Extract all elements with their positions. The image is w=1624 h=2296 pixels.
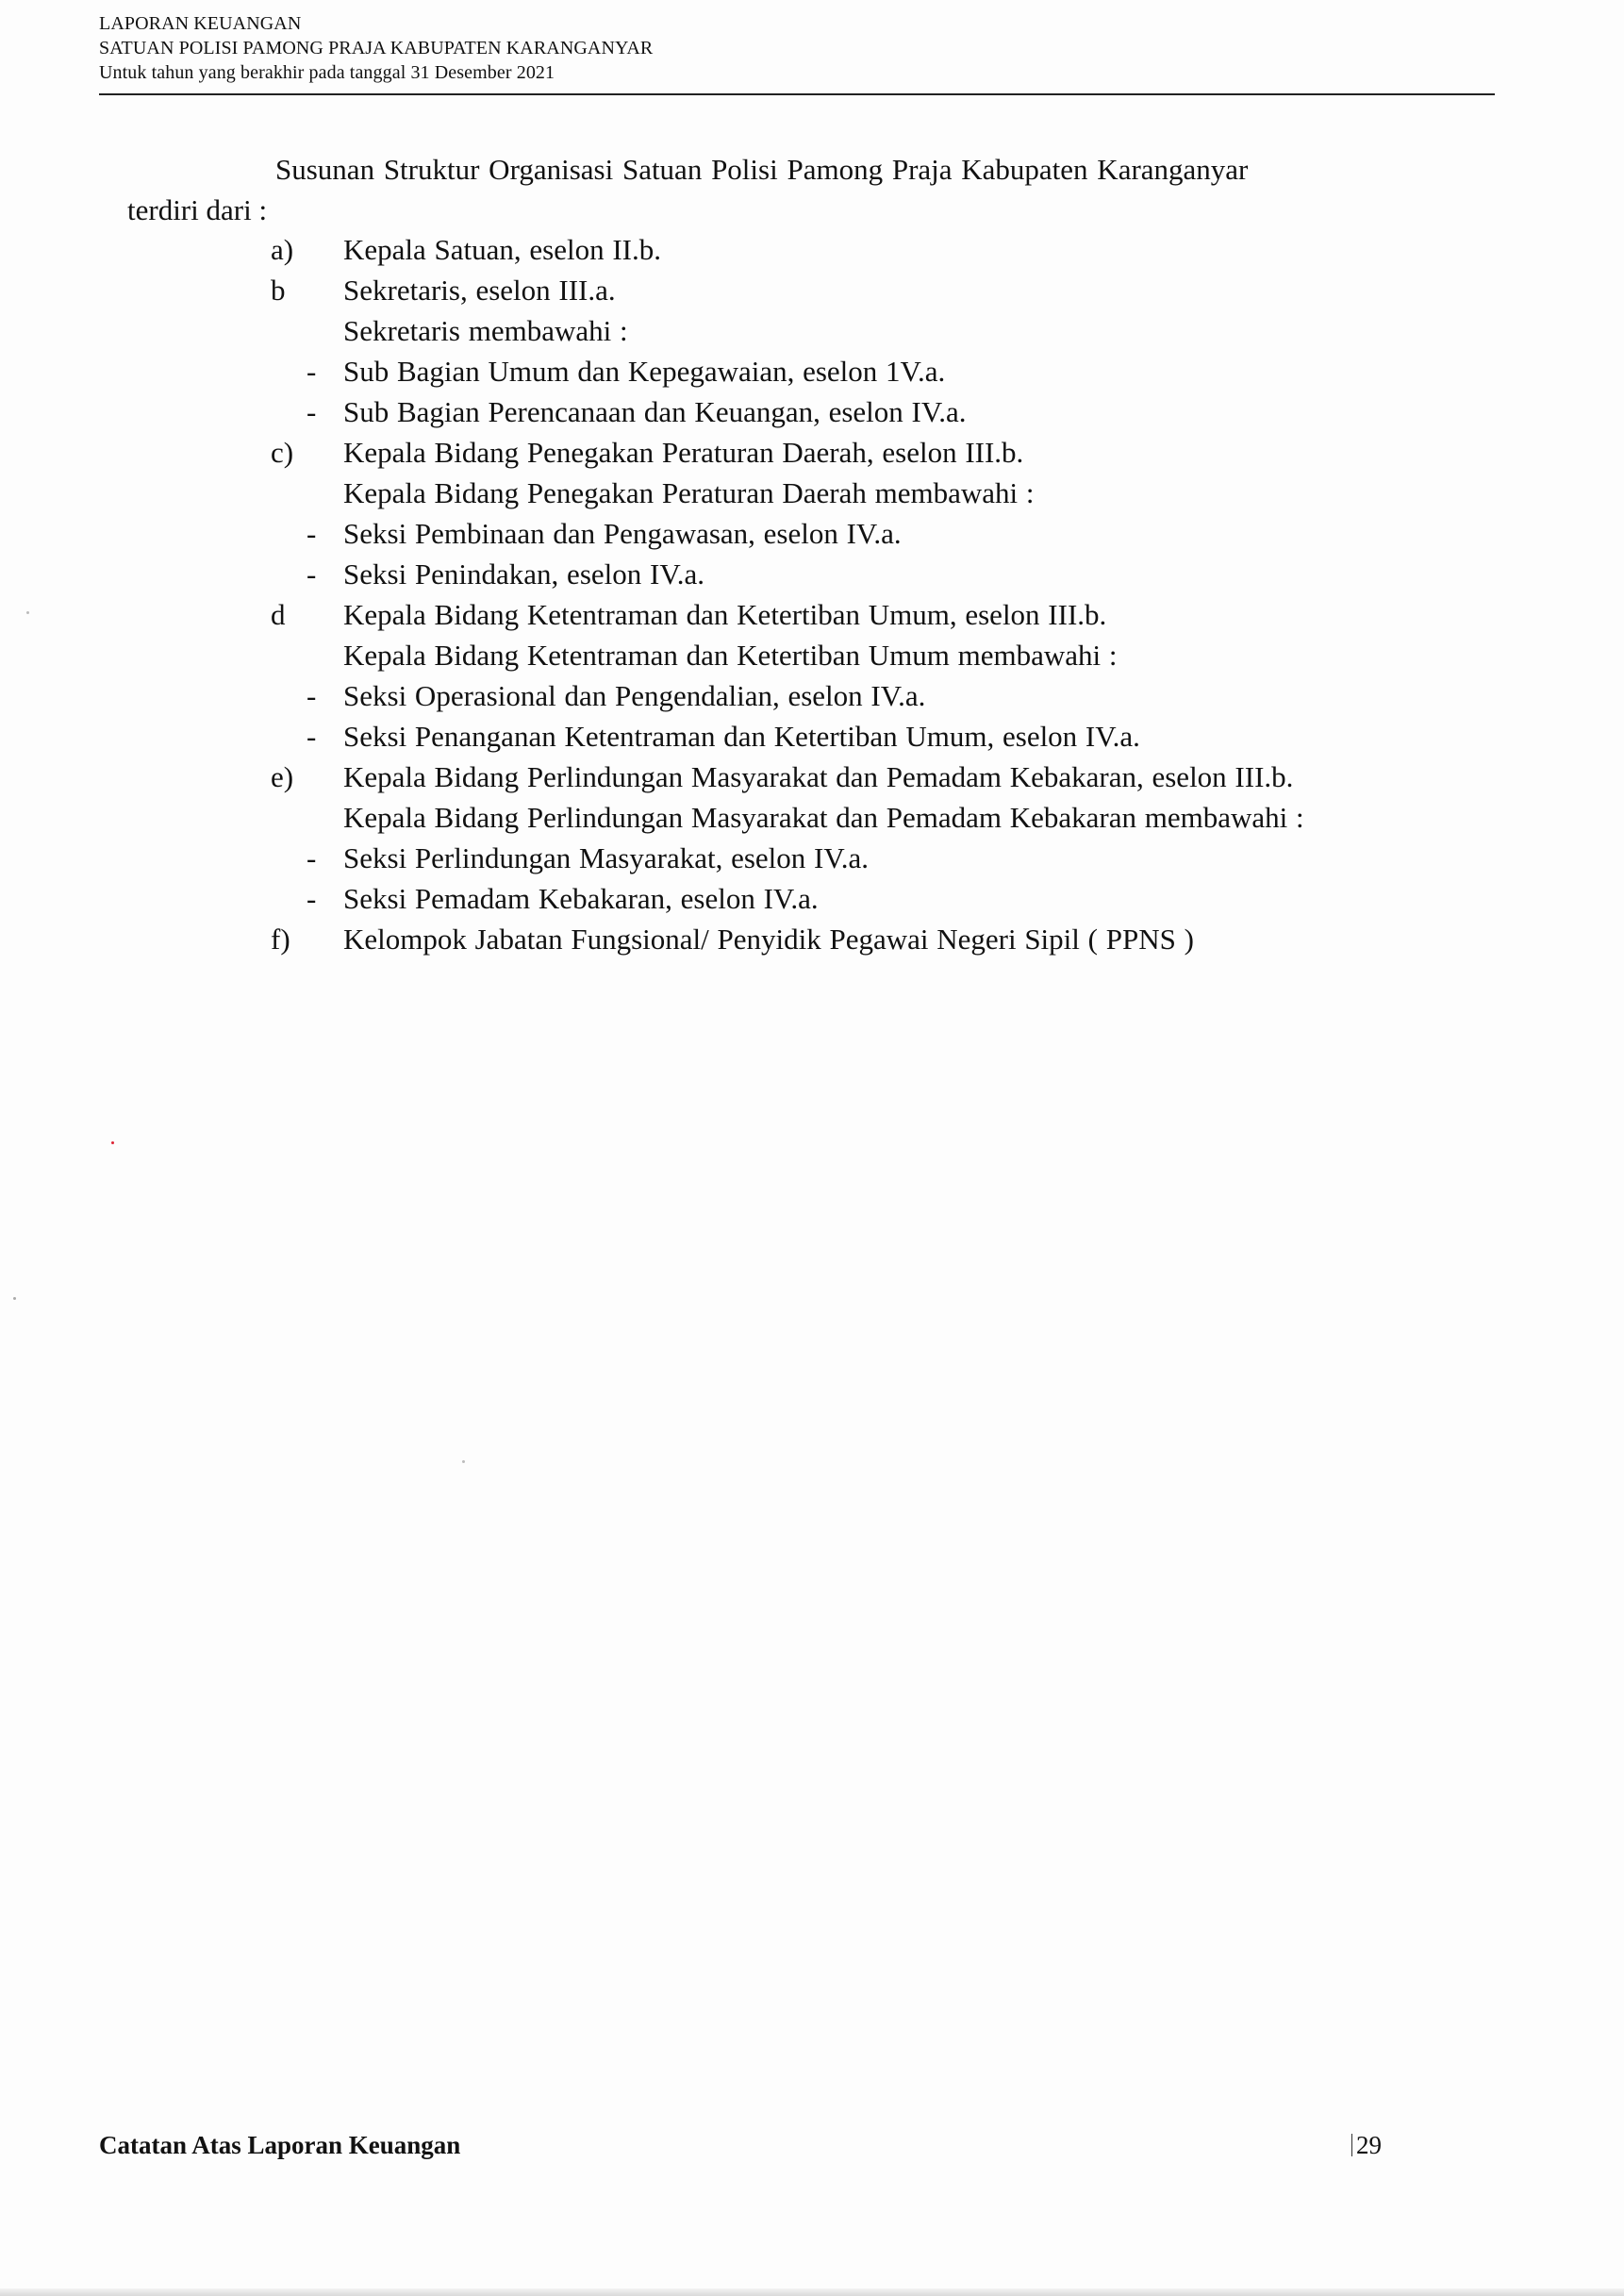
footer-title: Catatan Atas Laporan Keuangan (99, 2131, 461, 2159)
list-item-text: Kepala Bidang Penegakan Peraturan Daerah, eselon III.b. (343, 436, 1024, 469)
list-item (0, 757, 1624, 797)
list-marker: - (307, 395, 317, 428)
header-divider (99, 93, 1495, 95)
list-item-text: Seksi Pembinaan dan Pengawasan, eselon IV.a. (343, 517, 902, 550)
list-item (0, 473, 1624, 513)
list-item-text: Seksi Perlindungan Masyarakat, eselon IV.a. (343, 841, 870, 874)
header-agency-name: SATUAN POLISI PAMONG PRAJA KABUPATEN KARANGANYAR (99, 38, 654, 58)
scan-speck (13, 1297, 16, 1300)
intro-line-1: Susunan Struktur Organisasi Satuan Polisi Pamong Praja Kabupaten Karanganyar (275, 153, 1249, 186)
list-marker: b (271, 274, 286, 307)
list-item (0, 594, 1624, 635)
list-item-text: Seksi Penindakan, eselon IV.a. (343, 557, 704, 591)
list-item (0, 716, 1624, 757)
list-item-text: Kepala Bidang Penegakan Peraturan Daerah membawahi : (343, 476, 1035, 509)
list-item-text: Seksi Penanganan Ketentraman dan Ketertiban Umum, eselon IV.a. (343, 720, 1140, 753)
list-item-text: Sekretaris, eselon III.a. (343, 274, 616, 307)
list-item-text: Seksi Pemadam Kebakaran, eselon IV.a. (343, 882, 819, 915)
intro-paragraph (127, 149, 1448, 230)
list-item-text: Sekretaris membawahi : (343, 314, 628, 347)
page-number-value: 29 (1356, 2131, 1382, 2159)
list-item (0, 351, 1624, 391)
list-item (0, 919, 1624, 959)
document-footer (99, 2126, 1382, 2164)
list-item-text: Sub Bagian Umum dan Kepegawaian, eselon 1V.a. (343, 355, 946, 388)
list-item (0, 391, 1624, 432)
list-item (0, 229, 1624, 270)
organization-structure-list (0, 229, 1624, 959)
list-item (0, 270, 1624, 310)
list-item (0, 310, 1624, 351)
list-item (0, 554, 1624, 594)
list-marker: - (307, 679, 317, 712)
scan-speck (26, 611, 29, 614)
list-marker: c) (271, 436, 294, 469)
page-number (1351, 2126, 1382, 2164)
list-marker: f) (271, 923, 290, 956)
list-item-text: Kepala Bidang Ketentraman dan Ketertiban Umum, eselon III.b. (343, 598, 1107, 631)
list-marker: d (271, 598, 286, 631)
list-marker: a) (271, 233, 294, 266)
list-item (0, 675, 1624, 716)
list-item-text: Kepala Bidang Ketentraman dan Ketertiban Umum membawahi : (343, 639, 1118, 672)
scan-speck (111, 1141, 114, 1144)
list-item-text: Seksi Operasional dan Pengendalian, eselon IV.a. (343, 679, 926, 712)
list-item (0, 797, 1624, 838)
header-period: Untuk tahun yang berakhir pada tanggal 31 Desember 2021 (99, 62, 555, 83)
list-item-text: Kepala Bidang Perlindungan Masyarakat dan Pemadam Kebakaran, eselon III.b. (343, 760, 1294, 793)
list-item (0, 513, 1624, 554)
intro-line-2: terdiri dari : (127, 193, 268, 226)
list-item-text: Sub Bagian Perencanaan dan Keuangan, eselon IV.a. (343, 395, 967, 428)
list-item (0, 838, 1624, 878)
list-item-text: Kelompok Jabatan Fungsional/ Penyidik Pegawai Negeri Sipil ( PPNS ) (343, 923, 1194, 956)
list-marker: - (307, 355, 317, 388)
list-marker: - (307, 841, 317, 874)
scan-speck (462, 1460, 465, 1463)
list-item-text: Kepala Bidang Perlindungan Masyarakat dan Pemadam Kebakaran membawahi : (343, 801, 1304, 834)
list-item-text: Kepala Satuan, eselon II.b. (343, 233, 661, 266)
list-item (0, 635, 1624, 675)
scan-bottom-edge (0, 2288, 1624, 2296)
document-header (99, 11, 1495, 85)
list-item (0, 878, 1624, 919)
list-marker: - (307, 882, 317, 915)
list-item (0, 432, 1624, 473)
list-marker: e) (271, 760, 294, 793)
header-report-title: LAPORAN KEUANGAN (99, 13, 302, 34)
list-marker: - (307, 557, 317, 591)
list-marker: - (307, 517, 317, 550)
list-marker: - (307, 720, 317, 753)
page-number-separator (1351, 2134, 1352, 2156)
